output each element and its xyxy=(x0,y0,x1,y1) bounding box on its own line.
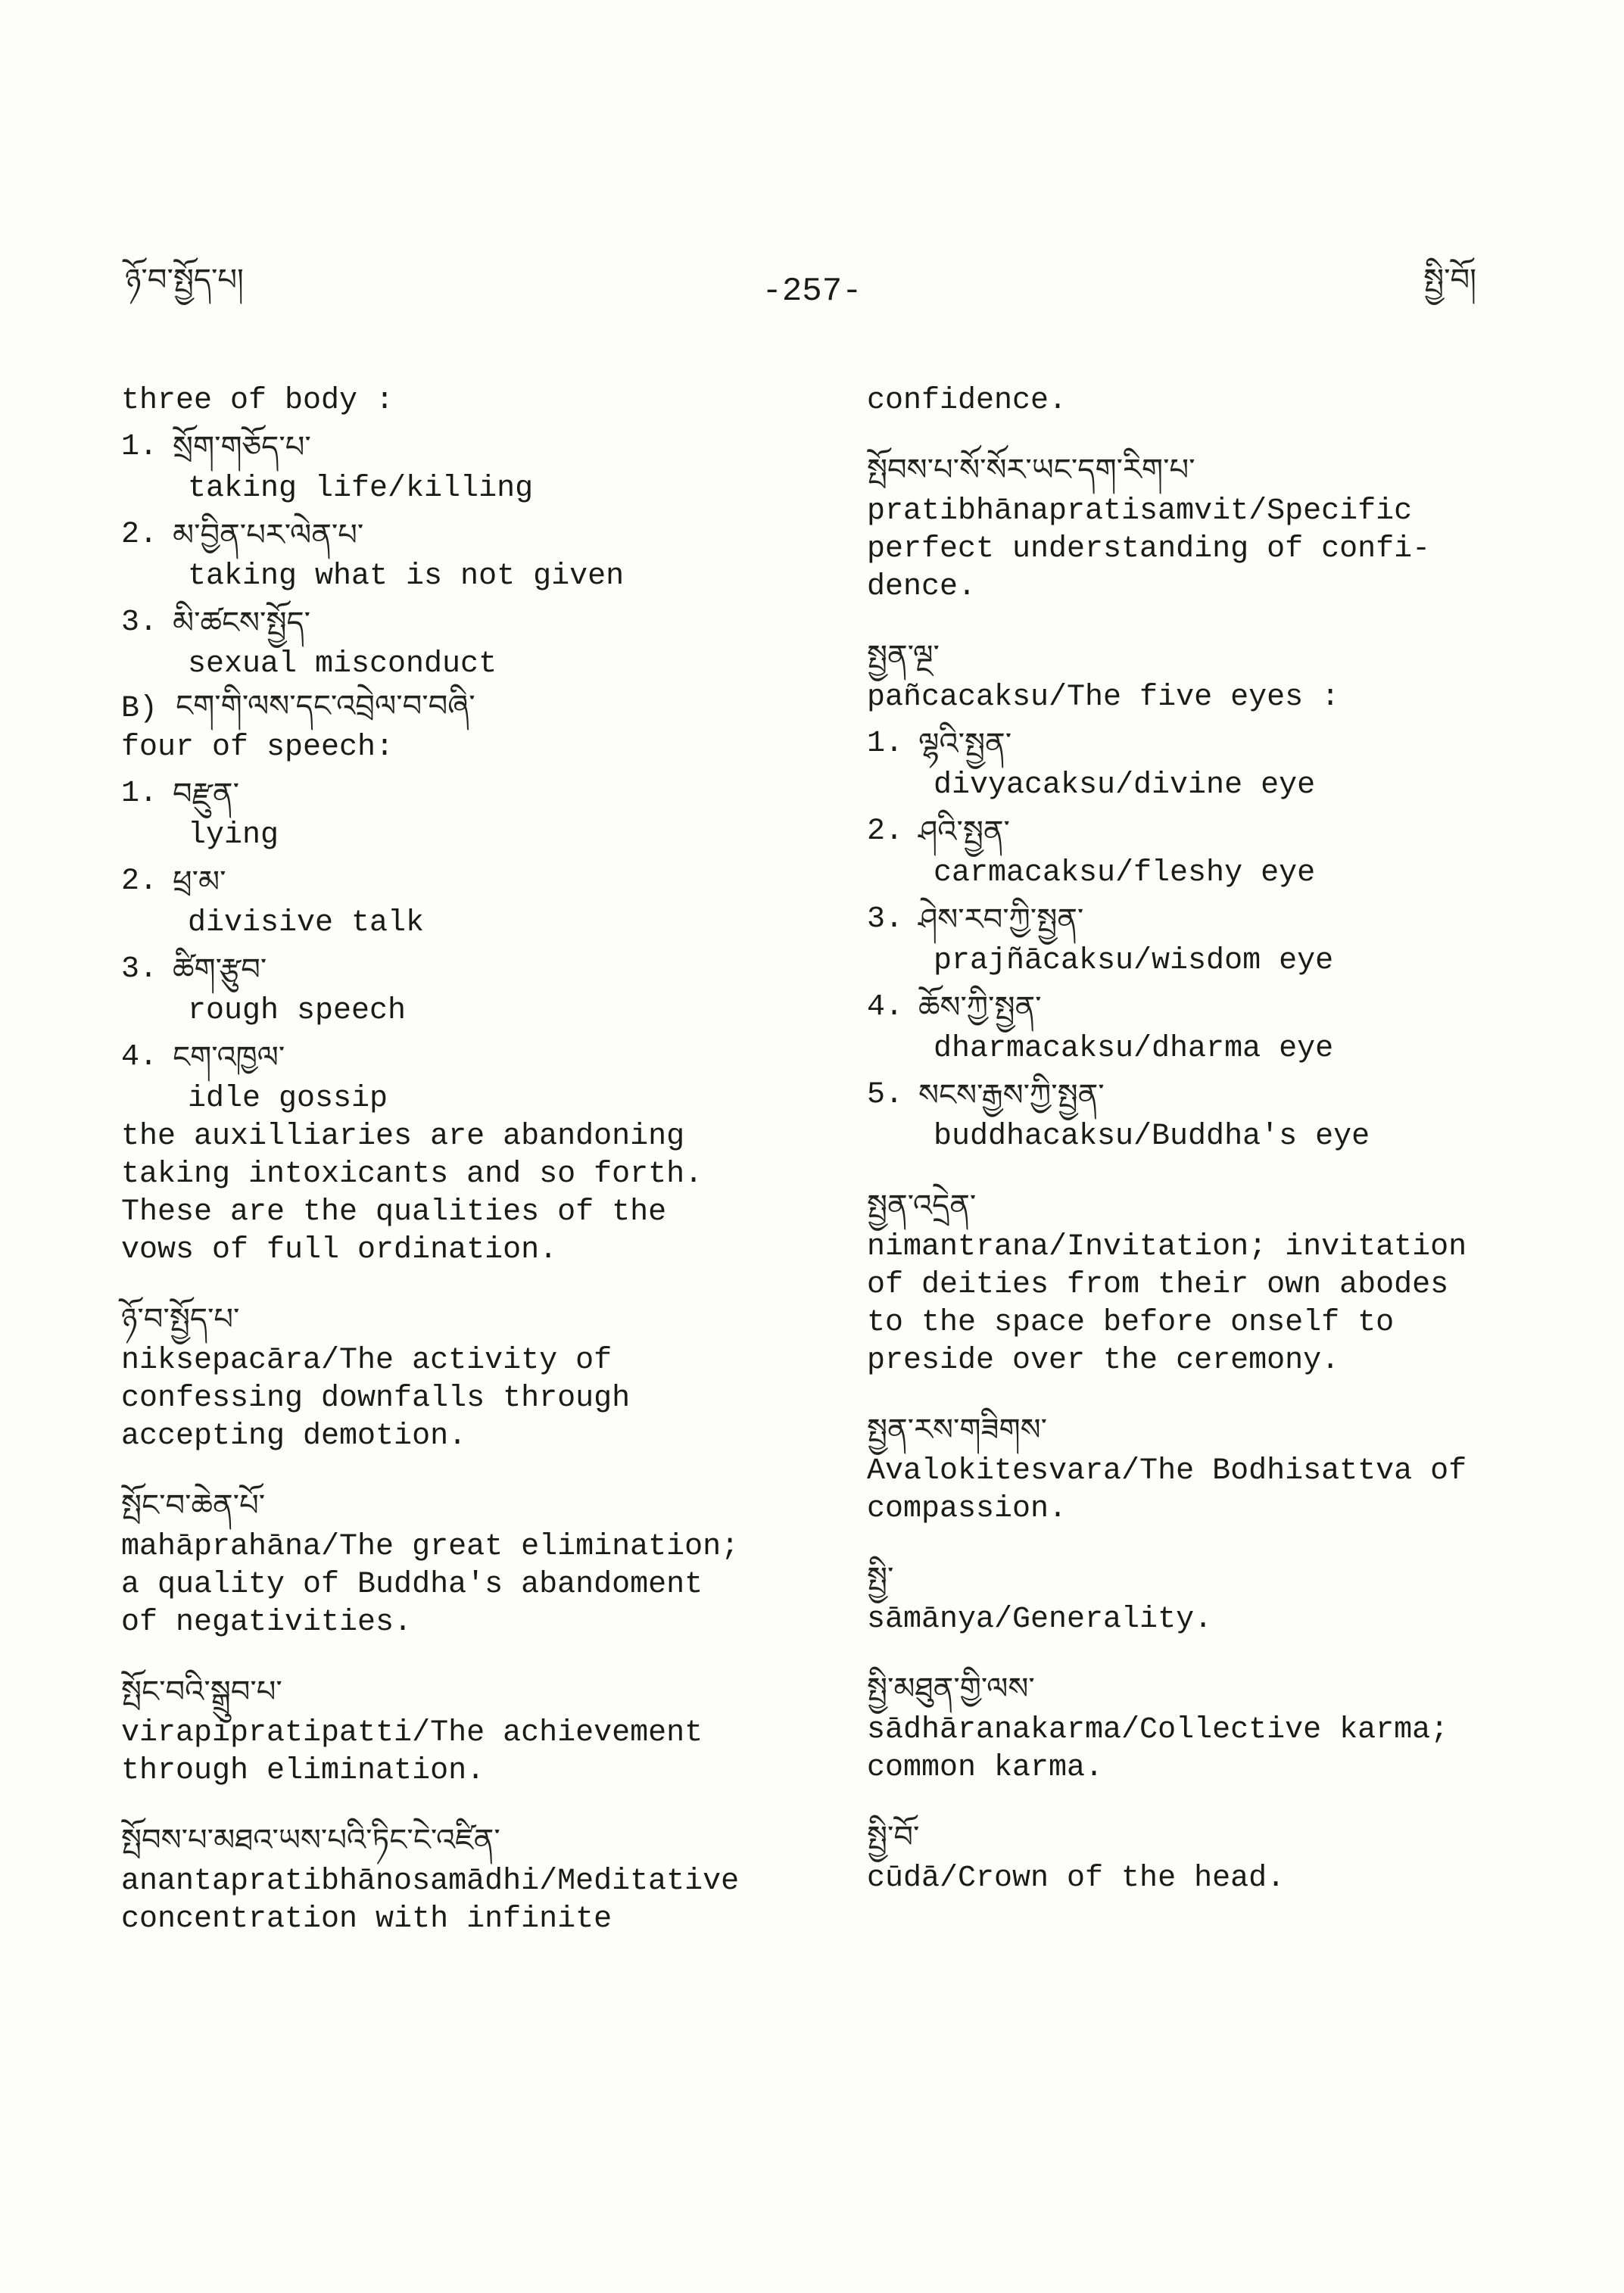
page-number: -257- xyxy=(762,273,862,310)
header-left-tibetan: ཉོ་བ་སྤྱོད་པ། xyxy=(125,263,244,298)
item-number: 1. xyxy=(121,777,158,811)
glossary-entry xyxy=(121,1483,787,1642)
entry-definition: niksepacāra/The activity of confessing downfalls through accepting demotion. xyxy=(121,1344,631,1453)
list-item xyxy=(121,1035,787,1118)
entry-definition: cūdā/Crown of the head. xyxy=(867,1862,1286,1896)
item-number: 2. xyxy=(121,518,158,552)
entry-tibetan: སྤོབས་པ་མཐའ་ཡས་པའི་ཏིང་ངེ་འཛིན་ xyxy=(121,1823,500,1858)
item-gloss: divyacaksu/divine eye xyxy=(934,768,1316,802)
item-number: 4. xyxy=(867,990,904,1024)
entry-tibetan: སྤྱན་རས་གཟིགས་ xyxy=(867,1413,1048,1447)
glossary-entry xyxy=(867,1407,1518,1528)
item-gloss: carmacaksu/fleshy eye xyxy=(934,856,1316,890)
item-gloss: idle gossip xyxy=(188,1082,388,1116)
item-number: 3. xyxy=(121,952,158,986)
item-number: 4. xyxy=(121,1040,158,1074)
list-item xyxy=(121,512,787,596)
list-item xyxy=(867,985,1518,1068)
item-tibetan: བརྫུན་ xyxy=(173,777,239,812)
item-gloss: buddhacaksu/Buddha's eye xyxy=(934,1120,1370,1154)
intro-text: three of body : xyxy=(121,384,394,418)
section-b-tibetan: ངག་གི་ལས་དང་འབྲེལ་བ་བཞི་ xyxy=(176,689,475,724)
right-column xyxy=(867,382,1518,1925)
glossary-entry xyxy=(867,1556,1518,1639)
entry-definition: pratibhānapratisamvit/Specific perfect understanding of confi- dence. xyxy=(867,494,1431,604)
list-item xyxy=(121,859,787,942)
item-gloss: dharmacaksu/dharma eye xyxy=(934,1032,1334,1066)
entry-tibetan: ཉོ་བ་སྤྱོད་པ་ xyxy=(121,1302,240,1337)
header-right-tibetan: སྤྱི་བོ། xyxy=(1423,263,1476,298)
continuation-text: confidence. xyxy=(867,384,1068,418)
entry-tibetan: སྤྱི་ xyxy=(867,1561,894,1596)
glossary-entry xyxy=(867,447,1518,606)
item-tibetan: ངག་འཁྱལ་ xyxy=(173,1040,285,1075)
item-number: 2. xyxy=(867,815,904,849)
item-number: 2. xyxy=(121,865,158,899)
eyes-label: pañcacaksu/The five eyes : xyxy=(867,681,1340,715)
left-column xyxy=(121,382,787,1966)
glossary-entry xyxy=(867,1666,1518,1787)
glossary-entry xyxy=(121,1669,787,1790)
item-number: 3. xyxy=(867,902,904,936)
entry-tibetan: སྤྱན་འདྲེན་ xyxy=(867,1189,977,1223)
item-number: 3. xyxy=(121,606,158,640)
entry-tibetan: སྤྱི་བོ་ xyxy=(867,1820,920,1855)
item-tibetan: སངས་རྒྱས་ཀྱི་སྤྱན་ xyxy=(918,1078,1105,1113)
item-tibetan: ཤའི་སྤྱན་ xyxy=(918,815,1010,849)
list-item xyxy=(121,947,787,1030)
item-tibetan: ལྷའི་སྤྱན་ xyxy=(918,727,1012,762)
item-tibetan: ཕྲ་མ་ xyxy=(173,865,226,899)
entry-definition: sādhāranakarma/Collective karma; common karma. xyxy=(867,1713,1449,1785)
list-item xyxy=(121,425,787,508)
entry-tibetan: སྤོང་བ་ཆེན་པོ་ xyxy=(121,1488,266,1523)
item-gloss: prajñācaksu/wisdom eye xyxy=(934,944,1334,978)
list-item xyxy=(121,600,787,684)
glossary-entry xyxy=(121,1818,787,1939)
entry-tibetan: སྤོང་བའི་སྒྲུབ་པ་ xyxy=(121,1675,282,1709)
item-tibetan: ཆོས་ཀྱི་སྤྱན་ xyxy=(918,990,1042,1025)
item-number: 1. xyxy=(121,430,158,464)
item-number: 5. xyxy=(867,1078,904,1112)
list-item xyxy=(121,771,787,855)
list-item xyxy=(867,721,1518,805)
eyes-tibetan: སྤྱན་ལྔ་ xyxy=(867,639,940,674)
item-gloss: rough speech xyxy=(188,994,407,1028)
entry-definition: mahāprahāna/The great elimination; a quality of Buddha's abandoment of negativities. xyxy=(121,1530,740,1640)
glossary-entry xyxy=(121,1297,787,1456)
list-item xyxy=(867,809,1518,893)
item-tibetan: སྲོག་གཅོད་པ་ xyxy=(173,430,311,465)
section-b-label: four of speech: xyxy=(121,731,394,765)
item-tibetan: ཚིག་རྩུབ་ xyxy=(173,952,267,987)
entry-definition: nimantrana/Invitation; invitation of deities from their own abodes to the space before onself to preside over the ceremony. xyxy=(867,1230,1467,1378)
item-number: 1. xyxy=(867,727,904,761)
item-gloss: divisive talk xyxy=(188,906,425,940)
item-gloss: taking what is not given xyxy=(188,559,625,594)
item-gloss: taking life/killing xyxy=(188,472,534,506)
list-item xyxy=(867,1073,1518,1156)
entry-tibetan: སྤོབས་པ་སོ་སོར་ཡང་དག་རིག་པ་ xyxy=(867,453,1195,488)
section-b-heading xyxy=(121,684,787,729)
auxiliaries-paragraph: the auxilliaries are abandoning taking intoxicants and so forth. These are the qualities of the vows of full ordination. xyxy=(121,1120,703,1267)
item-gloss: sexual misconduct xyxy=(188,647,497,681)
entry-definition: anantapratibhānosamādhi/Meditative concentration with infinite xyxy=(121,1865,740,1936)
entry-definition: sāmānya/Generality. xyxy=(867,1603,1213,1637)
glossary-entry xyxy=(867,1183,1518,1380)
entry-tibetan: སྤྱི་མཐུན་གྱི་ལས་ xyxy=(867,1671,1035,1706)
item-tibetan: ཤེས་རབ་ཀྱི་སྤྱན་ xyxy=(918,902,1084,937)
item-tibetan: མ་བྱིན་པར་ལེན་པ་ xyxy=(173,518,364,553)
list-item xyxy=(867,897,1518,980)
entry-definition: Avalokitesvara/The Bodhisattva of compassion. xyxy=(867,1454,1467,1526)
entry-definition: virapipratipatti/The achievement through elimination. xyxy=(121,1716,703,1788)
item-tibetan: མི་ཚངས་སྤྱོད་ xyxy=(173,606,310,640)
glossary-entry xyxy=(867,1815,1518,1898)
item-gloss: lying xyxy=(188,818,279,852)
section-b-prefix: B) xyxy=(121,692,158,726)
